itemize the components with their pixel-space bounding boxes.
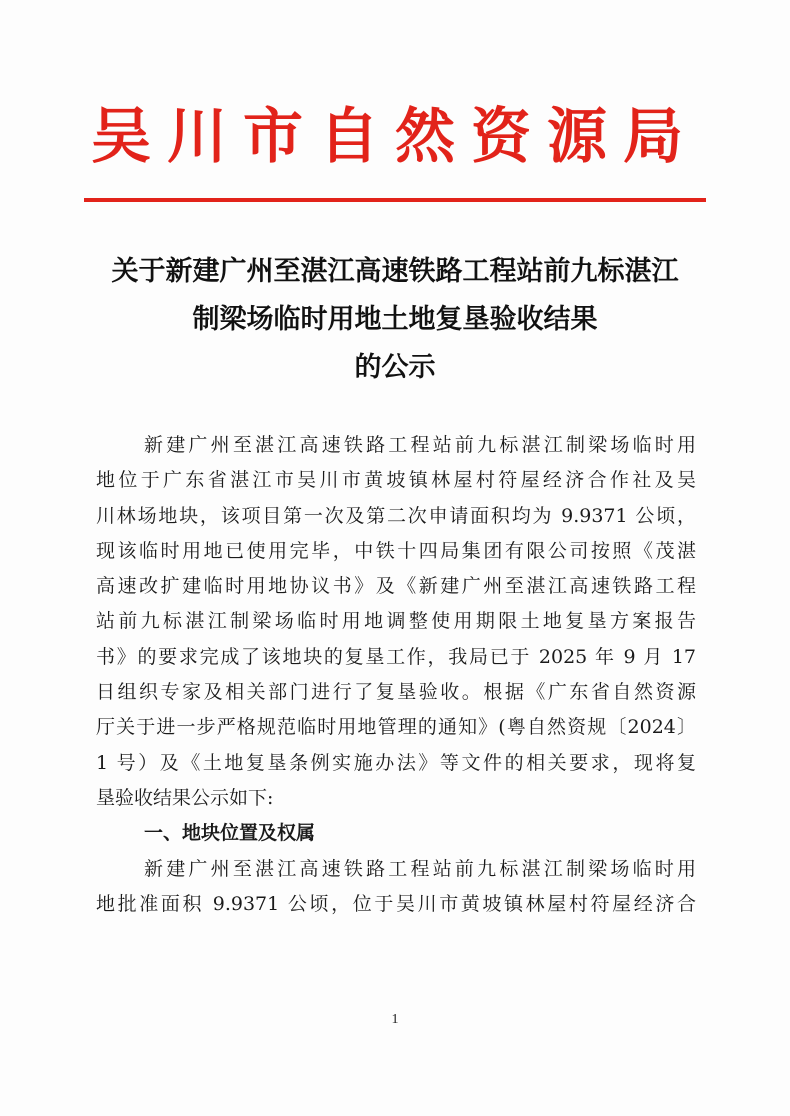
paragraph-2	[96, 852, 696, 923]
paragraph-line: 地批准面积 9.9371 公顷，位于吴川市黄坡镇林屋村符屋经济合	[96, 892, 696, 915]
paragraph-line: 站前九标湛江制梁场临时用地调整使用期限土地复垦方案报告	[96, 610, 696, 633]
paragraph-line: 地位于广东省湛江市吴川市黄坡镇林屋村符屋经济合作社及吴	[96, 469, 696, 492]
title-line-2: 制梁场临时用地土地复垦验收结果	[192, 304, 598, 335]
page-number: 1	[391, 1012, 399, 1027]
paragraph-line: 新建广州至湛江高速铁路工程站前九标湛江制梁场临时用	[144, 434, 696, 456]
paragraph-line: 垦验收结果公示如下:	[96, 786, 274, 809]
issuing-authority-header: 吴川市自然资源局	[91, 102, 699, 172]
section-heading-1: 一、地块位置及权属	[144, 822, 316, 845]
paragraph-line: 高速改扩建临时用地协议书》及《新建广州至湛江高速铁路工程	[96, 575, 696, 598]
title-line-3: 的公示	[354, 352, 436, 383]
paragraph-line: 川林场地块，该项目第一次及第二次申请面积均为 9.9371 公顷，	[96, 504, 696, 527]
document-body	[96, 428, 696, 922]
paragraph-line: 新建广州至湛江高速铁路工程站前九标湛江制梁场临时用	[144, 857, 696, 880]
title-line-1: 关于新建广州至湛江高速铁路工程站前九标湛江	[111, 256, 679, 287]
document-title	[60, 248, 730, 392]
paragraph-line: 1 号）及《土地复垦条例实施办法》等文件的相关要求，现将复	[96, 751, 696, 774]
paragraph-line: 日组织专家及相关部门进行了复垦验收。根据《广东省自然资源	[96, 681, 696, 704]
paragraph-line: 书》的要求完成了该地块的复垦工作，我局已于 2025 年 9 月 17	[96, 645, 696, 668]
paragraph-line: 现该临时用地已使用完毕，中铁十四局集团有限公司按照《茂湛	[96, 539, 696, 562]
red-header-rule	[84, 198, 706, 202]
paragraph-line: 厅关于进一步严格规范临时用地管理的通知》(粤自然资规〔2024〕	[96, 716, 696, 739]
paragraph-1	[96, 428, 696, 816]
